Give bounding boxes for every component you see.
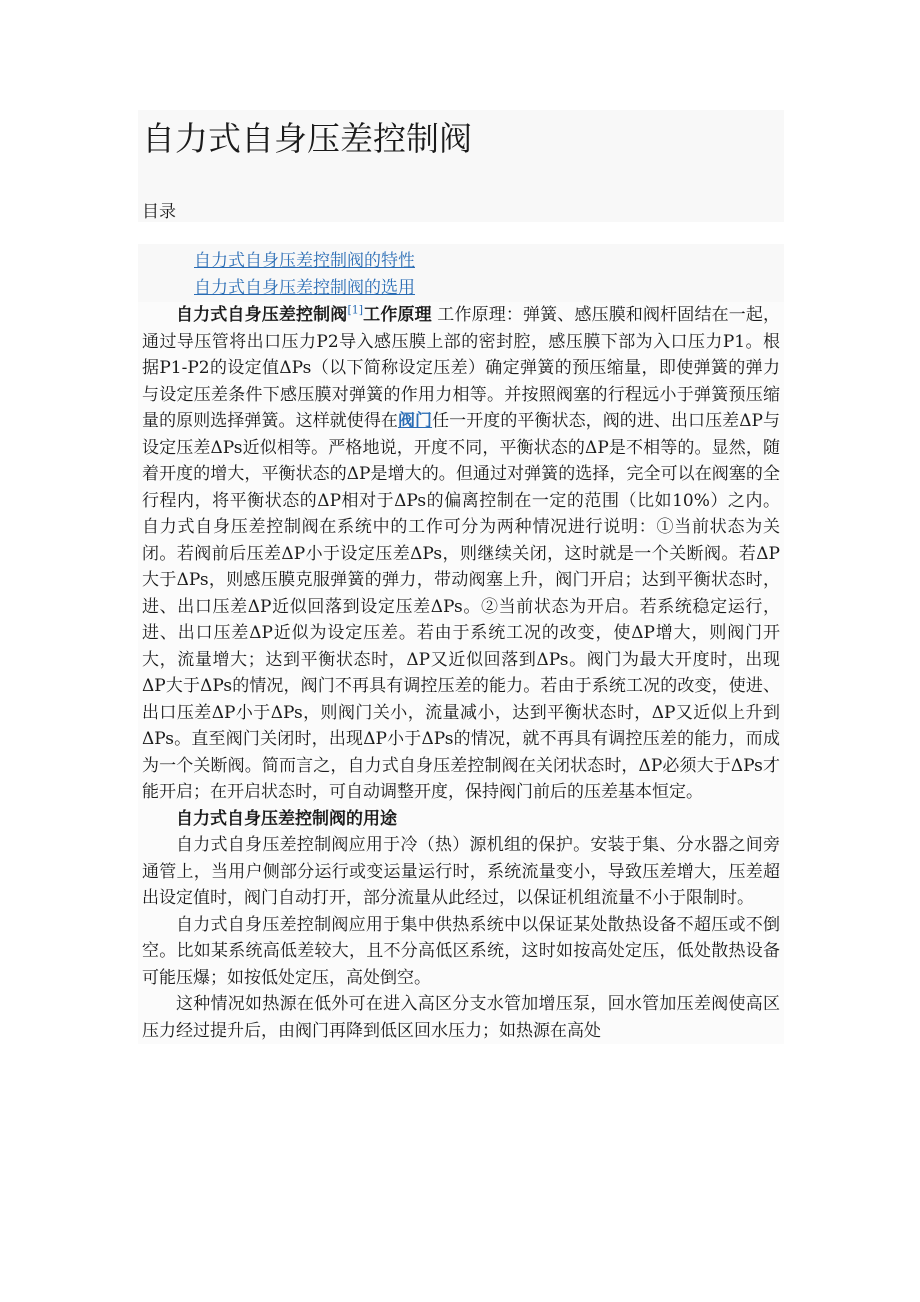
paragraph-usage-3: 这种情况如热源在低外可在进入高区分支水管加增压泵，回水管加压差阀使高区压力经过提升后，由阀门再降到低区回水压力；如热源在高处 <box>142 994 780 1041</box>
section-heading-principle-a: 自力式自身压差控制阀 <box>176 305 348 325</box>
section-heading-principle-b: 工作原理 <box>363 305 432 325</box>
valve-link[interactable]: 阀门 <box>397 411 433 431</box>
article-body <box>138 302 784 1044</box>
paragraph-usage-1: 自力式自身压差控制阀应用于冷（热）源机组的保护。安装于集、分水器之间旁通管上，当用户侧部分运行或变运量运行时，系统流量变小，导致压差增大，压差超出设定值时，阀门自动打开，部分流量从此经过，以保证机组流量不小于限制时。 <box>142 835 780 908</box>
toc-link-selection[interactable]: 自力式自身压差控制阀的选用 <box>194 278 415 298</box>
reference-link[interactable]: [1] <box>347 303 364 317</box>
table-of-contents <box>138 244 784 302</box>
paragraph-usage-2: 自力式自身压差控制阀应用于集中供热系统中以保证某处散热设备不超压或不倒空。比如某系统高低差较大，且不分高低区系统，这时如按高处定压，低处散热设备可能压爆；如按低处定压，高处倒空。 <box>142 914 780 988</box>
paragraph-text-b: 任一开度的平衡状态，阀的进、出口压差ΔP与设定压差ΔPs近似相等。严格地说，开度不同，平衡状态的ΔP是不相等的。显然，随着开度的增大，平衡状态的ΔP是增大的。但通过对弹簧的选择，完全可以在阀塞的全行程内，将平衡状态的ΔP相对于ΔPs的偏离控制在一定的范围（比如10%）之内。 自力式自身压差控制阀在系统中的工作可分为两种情况进行说明：①当前状态为关闭。若阀前后压差ΔP小于设定压差ΔPs，则继续关闭，这时就是一个关断阀。若ΔP大于ΔPs，则感压膜克服弹簧的弹力，带动阀塞上升，阀门开启；达到平衡状态时，进、出口压差ΔP近似回落到设定压差ΔPs。②当前状态为开启。若系统稳定运行，进、出口压差ΔP近似为设定压差。若由于系统工况的改变，使ΔP增大，则阀门开大，流量增大；达到平衡状态时，ΔP又近似回落到ΔPs。阀门为最大开度时，出现ΔP大于ΔPs的情况，阀门不再具有调控压差的能力。若由于系统工况的改变，使进、出口压差ΔP小于ΔPs，则阀门关小，流量减小，达到平衡状态时，ΔP又近似上升到ΔPs。直至阀门关闭时，出现ΔP小于ΔPs的情况，就不再具有调控压差的能力，而成为一个关断阀。简而言之，自力式自身压差控制阀在关闭状态时，ΔP必须大于ΔPs才能开启；在开启状态时，可自动调整开度，保持阀门前后的压差基本恒定。 <box>142 411 781 802</box>
page-title: 自力式自身压差控制阀 <box>142 119 472 158</box>
toc-label: 目录 <box>142 202 176 222</box>
document-page <box>138 110 784 1044</box>
section-heading-usage: 自力式自身压差控制阀的用途 <box>176 808 397 829</box>
header-block <box>138 110 784 222</box>
toc-link-characteristics[interactable]: 自力式自身压差控制阀的特性 <box>194 251 415 271</box>
paragraph-text-a: 工作原理：弹簧、感压膜和阀杆固结在一起，通过导压管将出口压力P2导入感压膜上部的密封腔，感压膜下部为入口压力P1。根据P1-P2的设定值ΔPs（以下简称设定压差）确定弹簧的预压缩量，即使弹簧的弹力与设定压差条件下感压膜对弹簧的作用力相等。并按照阀塞的行程远小于弹簧预压缩量的原则选择弹簧。这样就使得在 <box>142 305 781 431</box>
paragraph-working-principle <box>142 302 780 806</box>
